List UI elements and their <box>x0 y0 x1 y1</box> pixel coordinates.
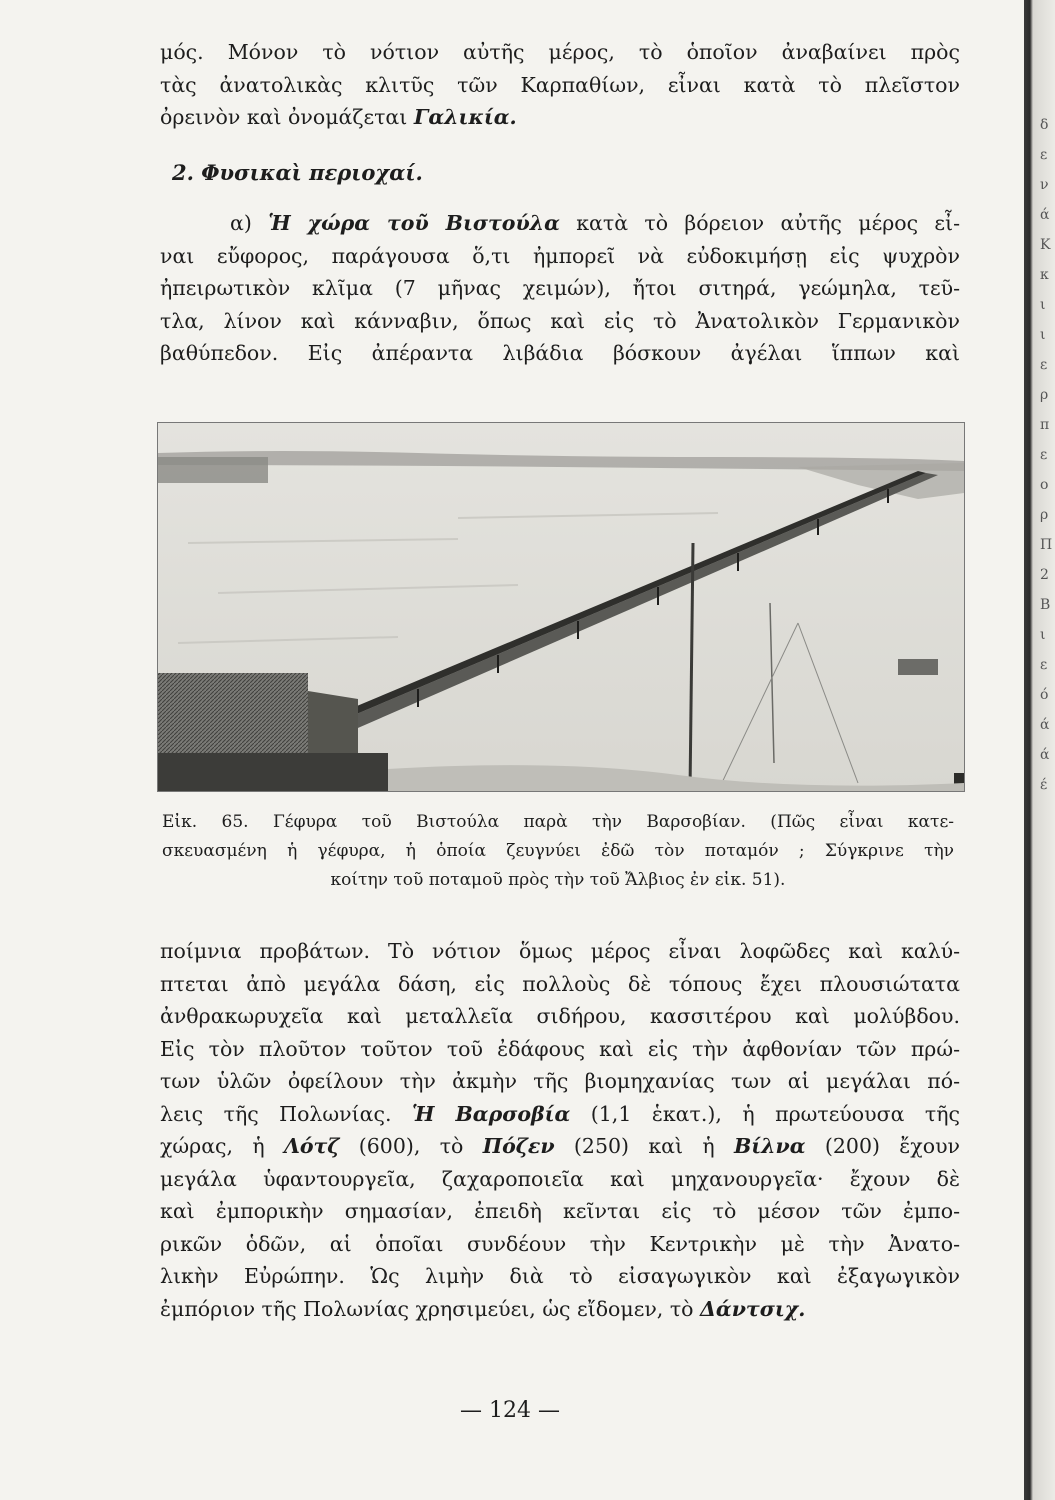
text-line: Εἰς τὸν πλοῦτον τοῦτον τοῦ ἐδάφους καὶ εἰς τὴν ἀφθονίαν τῶν πρώ- <box>160 1036 960 1061</box>
text-line: καὶ ἐμπορικὴν σημασίαν, ἐπειδὴ κεῖνται εἰς τὸ μέσον τῶν ἐμπο- <box>160 1199 960 1223</box>
page-number: — 124 — <box>460 1398 560 1423</box>
intro-paragraph <box>160 36 960 134</box>
bridge-illustration <box>158 423 964 791</box>
text-line: χώρας, ἡ Λότζ (600), τὸ Πόζεν (250) καὶ ἡ Βίλνα (200) ἔχουν <box>160 1134 960 1158</box>
term-vistula-land: Ἡ χώρα τοῦ Βιστούλα <box>268 211 560 235</box>
text-line: βαθύπεδον. Εἰς ἀπέραντα λιβάδια βόσκουν ἀγέλαι ἵππων καὶ <box>160 341 960 365</box>
text-line: τλα, λίνον καὶ κάνναβιν, ὅπως καὶ εἰς τὸ Ἀνατολικὸν Γερμανικὸν <box>160 308 960 333</box>
caption-line: Εἰκ. 65. Γέφυρα τοῦ Βιστούλα παρὰ τὴν Βαρσοβίαν. (Πῶς εἶναι κατε- <box>162 812 954 832</box>
text-line: ἠπειρωτικὸν κλῖμα (7 μῆνας χειμών), ἤτοι σιτηρά, γεώμηλα, τεῦ- <box>160 276 960 300</box>
text-line: μός. Μόνον τὸ νότιον αὐτῆς μέρος, τὸ ὁποῖον ἀναβαίνει πρὸς <box>160 40 960 64</box>
text-line: τὰς ἀνατολικὰς κλιτῦς τῶν Καρπαθίων, εἶναι κατὰ τὸ πλεῖστον <box>160 72 960 97</box>
city-warsaw: Ἡ Βαρσοβία <box>411 1101 571 1126</box>
bridge-photo <box>157 422 965 792</box>
city-posen: Πόζεν <box>482 1134 555 1158</box>
text-line: ἐμπόριον τῆς Πολωνίας χρησιμεύει, ὡς εἴδομεν, τὸ Δάντσιχ. <box>160 1296 806 1321</box>
city-lodz: Λότζ <box>283 1134 340 1158</box>
text-line: ναι εὔφορος, παράγουσα ὅ,τι ἠμπορεῖ νὰ εὐδοκιμήσῃ εἰς ψυχρὸν <box>160 243 960 268</box>
text-line: ποίμνια προβάτων. Τὸ νότιον ὅμως μέρος εἶναι λοφῶδες καὶ καλύ- <box>160 939 960 963</box>
text-line: λεις τῆς Πολωνίας. Ἡ Βαρσοβία (1,1 ἑκατ.), ἡ πρωτεύουσα τῆς <box>160 1101 960 1126</box>
text-line: ἀνθρακωρυχεῖα καὶ μεταλλεῖα σιδήρου, κασσιτέρου καὶ μολύβδου. <box>160 1004 960 1028</box>
facing-page-letters: δ ε ν ά Κ κ ι ι ε ρ π ε ο ρ Π 2 Β ι ε ό ά ά έ <box>1040 117 1053 793</box>
paragraph-a <box>160 207 960 370</box>
figure-caption <box>162 808 954 895</box>
text-line: μεγάλα ὑφαντουργεῖα, ζαχαροποιεῖα καὶ μηχανουργεῖα· ἔχουν δὲ <box>160 1166 960 1191</box>
text-line: πτεται ἀπὸ μεγάλα δάση, εἰς πολλοὺς δὲ τόπους ἔχει πλουσιώτατα <box>160 971 960 996</box>
city-danzig: Δάντσιχ. <box>700 1296 806 1321</box>
text-line: ὀρεινὸν καὶ ὀνομάζεται Γαλικία. <box>160 105 517 129</box>
text-line: ρικῶν ὁδῶν, αἱ ὁποῖαι συνδέουν τὴν Κεντρικὴν μὲ τὴν Ἀνατο- <box>160 1231 960 1256</box>
text-line: των ὑλῶν ὀφείλουν τὴν ἀκμὴν τῆς βιομηχανίας των αἱ μεγάλαι πό- <box>160 1069 960 1093</box>
city-vilna: Βίλνα <box>733 1134 806 1158</box>
caption-line: κοίτην τοῦ ποταμοῦ πρὸς τὴν τοῦ Ἄλβιος ἐν εἰκ. 51). <box>330 870 786 890</box>
caption-line: σκευασμένη ἡ γέφυρα, ἡ ὁποία ζευγνύει ἐδῶ τὸν ποταμόν ; Σύγκρινε τὴν <box>162 841 954 861</box>
section-heading: 2. Φυσικαὶ περιοχαί. <box>172 160 423 185</box>
term-galicia: Γαλικία. <box>413 105 517 129</box>
text-line: λικὴν Εὐρώπην. Ὡς λιμὴν διὰ τὸ εἰσαγωγικὸν καὶ ἐξαγωγικὸν <box>160 1264 960 1288</box>
text-line: α) Ἡ χώρα τοῦ Βιστούλα κατὰ τὸ βόρειον αὐτῆς μέρος εἶ- <box>230 211 960 235</box>
body-paragraph <box>160 935 960 1325</box>
